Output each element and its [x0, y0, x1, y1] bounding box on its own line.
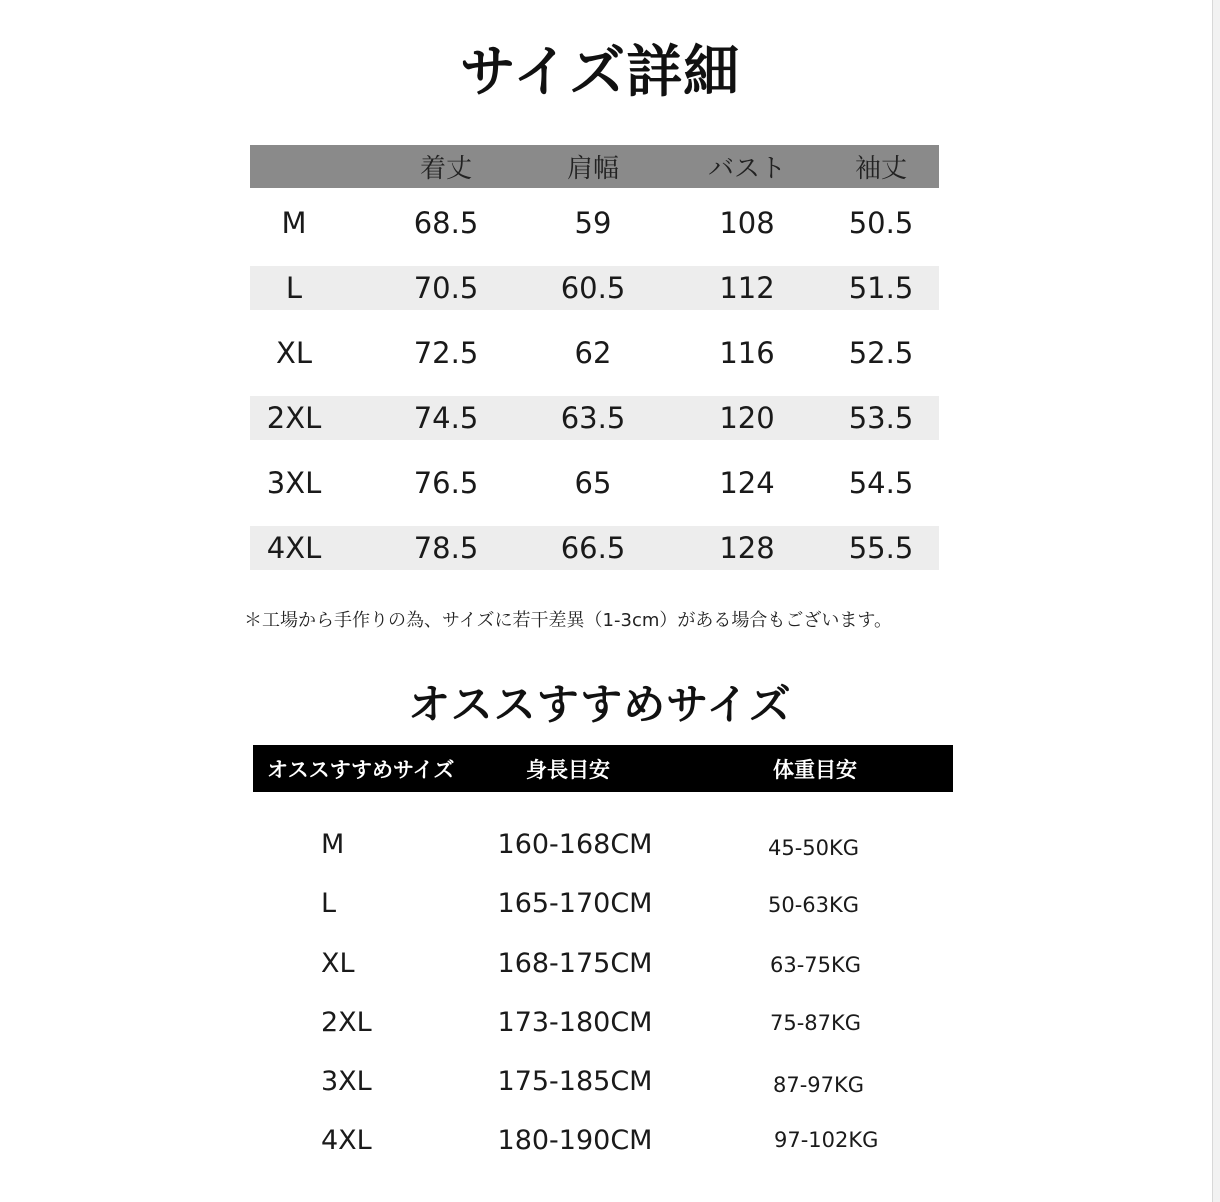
recommend-header-size: オススすすめサイズ: [267, 757, 455, 782]
weight-range: 87-97KG: [773, 1073, 865, 1097]
height-range: 173-180CM: [497, 1006, 653, 1038]
size-label: M: [281, 206, 307, 240]
size-label: M: [321, 828, 345, 860]
weight-range: 97-102KG: [774, 1128, 879, 1152]
height-range: 168-175CM: [497, 947, 653, 979]
size-table-header-blank: [250, 145, 338, 188]
bust-value: 128: [719, 531, 775, 565]
size-table-header-shoulder: 肩幅: [566, 154, 619, 184]
sleeve-value: 50.5: [848, 206, 914, 240]
shoulder-value: 65: [574, 466, 612, 500]
length-value: 72.5: [413, 336, 479, 370]
height-range: 180-190CM: [497, 1124, 653, 1156]
shoulder-value: 66.5: [560, 531, 626, 565]
size-label: 2XL: [266, 401, 322, 435]
sleeve-value: 55.5: [848, 531, 914, 565]
recommend-table-row: [253, 824, 953, 864]
shoulder-value: 62: [574, 336, 612, 370]
recommended-size-title: オススすすめサイズ: [408, 680, 792, 729]
size-label: 3XL: [321, 1065, 372, 1097]
height-range: 175-185CM: [497, 1065, 653, 1097]
size-label: 4XL: [321, 1124, 372, 1156]
recommend-header-height: 身長目安: [526, 757, 610, 782]
size-table-header-length: 着丈: [419, 154, 472, 184]
size-label: XL: [321, 947, 355, 979]
bust-value: 108: [719, 206, 775, 240]
recommend-table-row: [253, 1061, 953, 1101]
bust-value: 112: [719, 271, 775, 305]
size-table-row: [250, 201, 939, 245]
recommend-table-row: [253, 883, 953, 923]
height-range: 165-170CM: [497, 887, 653, 919]
bust-value: 116: [719, 336, 775, 370]
weight-range: 45-50KG: [768, 836, 860, 860]
size-label: 3XL: [266, 466, 322, 500]
size-table-row: [250, 526, 939, 570]
size-table-row: [250, 461, 939, 505]
page-edge-divider: [1212, 0, 1220, 1202]
shoulder-value: 63.5: [560, 401, 626, 435]
height-range: 160-168CM: [497, 828, 653, 860]
size-table-header-sleeve: 袖丈: [854, 154, 907, 184]
size-table-header-bust: バスト: [707, 154, 786, 184]
size-label: XL: [275, 336, 313, 370]
size-label: L: [321, 887, 337, 919]
size-detail-title: サイズ詳細: [459, 40, 741, 105]
size-variance-note: ＊工場から手作りの為、サイズに若干差異（1-3cm）がある場合もございます。: [244, 610, 892, 631]
length-value: 78.5: [413, 531, 479, 565]
sleeve-value: 52.5: [848, 336, 914, 370]
recommend-table-header: [253, 745, 953, 792]
length-value: 74.5: [413, 401, 479, 435]
weight-range: 63-75KG: [770, 953, 862, 977]
size-label: L: [285, 271, 303, 305]
sleeve-value: 54.5: [848, 466, 914, 500]
shoulder-value: 60.5: [560, 271, 626, 305]
weight-range: 50-63KG: [768, 893, 860, 917]
size-table-row: [250, 266, 939, 310]
size-table-row: [250, 331, 939, 375]
size-table-header: [250, 145, 939, 188]
shoulder-value: 59: [574, 206, 612, 240]
length-value: 76.5: [413, 466, 479, 500]
size-table-row: [250, 396, 939, 440]
size-label: 2XL: [321, 1006, 372, 1038]
length-value: 70.5: [413, 271, 479, 305]
recommend-table-row: [253, 943, 953, 983]
sleeve-value: 53.5: [848, 401, 914, 435]
bust-value: 124: [719, 466, 775, 500]
recommend-table-row: [253, 1002, 953, 1042]
recommend-header-weight: 体重目安: [773, 757, 857, 782]
sleeve-value: 51.5: [848, 271, 914, 305]
weight-range: 75-87KG: [770, 1011, 862, 1035]
recommend-table-row: [253, 1120, 953, 1160]
length-value: 68.5: [413, 206, 479, 240]
bust-value: 120: [719, 401, 775, 435]
size-label: 4XL: [266, 531, 322, 565]
